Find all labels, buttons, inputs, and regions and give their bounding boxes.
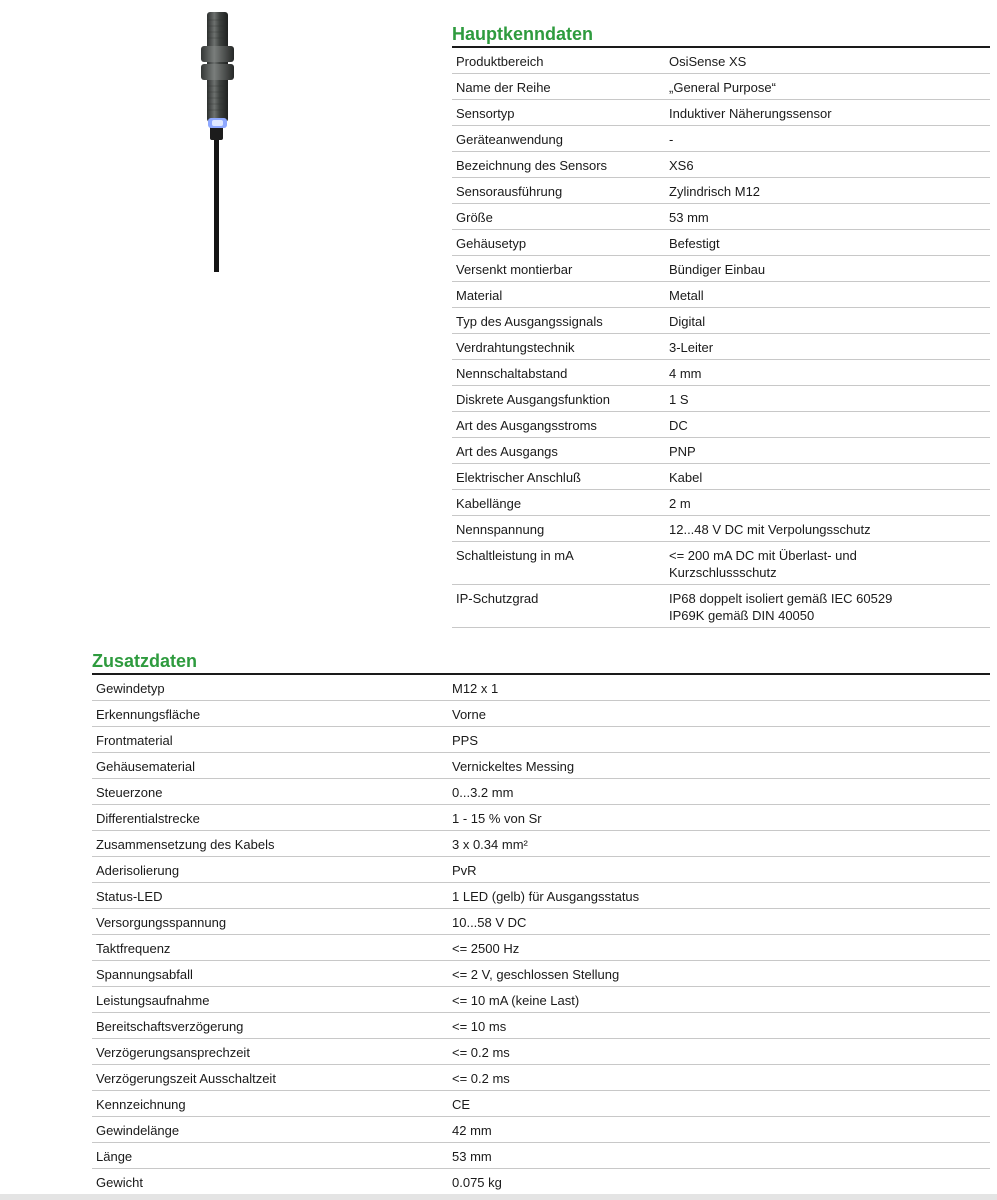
table-row (92, 1039, 990, 1065)
inductive-sensor-icon (190, 6, 260, 272)
table-row (452, 386, 990, 412)
spec-label: Gehäusetyp (456, 236, 527, 251)
spec-label: Länge (96, 1149, 133, 1164)
spec-value: Befestigt (669, 236, 720, 251)
spec-label: Verzögerungszeit Ausschaltzeit (96, 1071, 276, 1086)
spec-label: Produktbereich (456, 54, 544, 69)
product-image (190, 6, 260, 272)
spec-value: OsiSense XS (669, 54, 747, 69)
spec-label: Differentialstrecke (96, 811, 200, 826)
table-row (452, 256, 990, 282)
spec-label: Verzögerungsansprechzeit (96, 1045, 250, 1060)
spec-label: Leistungsaufnahme (96, 993, 210, 1008)
spec-label: Versenkt montierbar (456, 262, 573, 277)
spec-value: 1 LED (gelb) für Ausgangsstatus (452, 889, 640, 904)
bottom-border (0, 1194, 997, 1200)
spec-value: - (669, 132, 674, 147)
table-row (452, 542, 990, 585)
spec-label: Schaltleistung in mA (456, 548, 574, 563)
spec-value: 2 m (669, 496, 691, 511)
table-row (92, 909, 990, 935)
spec-value: 3-Leiter (669, 340, 714, 355)
spec-label: Status-LED (96, 889, 163, 904)
spec-label: Verdrahtungstechnik (456, 340, 575, 355)
spec-label: Kennzeichnung (96, 1097, 186, 1112)
spec-value: Digital (669, 314, 706, 329)
table-row (92, 935, 990, 961)
spec-value: <= 2500 Hz (452, 941, 520, 956)
table-row (92, 831, 990, 857)
main-specs-table (452, 46, 990, 628)
spec-label: Nennschaltabstand (456, 366, 568, 381)
section-title-hauptkenndaten: Hauptkenndaten (452, 24, 594, 44)
spec-label: Diskrete Ausgangsfunktion (456, 392, 610, 407)
table-row (92, 1143, 990, 1169)
spec-value: <= 0.2 ms (452, 1071, 510, 1086)
table-row (452, 438, 990, 464)
spec-value: 0.075 kg (452, 1175, 502, 1190)
spec-label: Sensorausführung (456, 184, 563, 199)
spec-label: Taktfrequenz (96, 941, 171, 956)
spec-value: PPS (452, 733, 479, 748)
table-row (92, 987, 990, 1013)
table-row (92, 701, 990, 727)
table-row (92, 1117, 990, 1143)
table-row (92, 857, 990, 883)
table-row (92, 727, 990, 753)
spec-value: „General Purpose“ (669, 80, 776, 95)
spec-label: Spannungsabfall (96, 967, 193, 982)
spec-value: <= 10 mA (keine Last) (452, 993, 580, 1008)
spec-label: Elektrischer Anschluß (456, 470, 581, 485)
table-row (452, 178, 990, 204)
spec-value: Metall (669, 288, 704, 303)
table-row (92, 961, 990, 987)
spec-label: Steuerzone (96, 785, 163, 800)
spec-value: Vernickeltes Messing (452, 759, 575, 774)
section-title-zusatzdaten: Zusatzdaten (92, 651, 198, 671)
table-row (92, 779, 990, 805)
table-row (452, 100, 990, 126)
spec-label: Name der Reihe (456, 80, 551, 95)
spec-value: 0...3.2 mm (452, 785, 514, 800)
spec-label: Sensortyp (456, 106, 515, 121)
spec-value: CE (452, 1097, 471, 1112)
spec-label: Frontmaterial (96, 733, 173, 748)
spec-value: PNP (669, 444, 696, 459)
spec-value: Zylindrisch M12 (669, 184, 761, 199)
table-row (452, 204, 990, 230)
spec-label: Bereitschaftsverzögerung (96, 1019, 244, 1034)
table-row (92, 1091, 990, 1117)
spec-value: 10...58 V DC (452, 915, 527, 930)
table-row (92, 753, 990, 779)
table-row (92, 1013, 990, 1039)
spec-label: Kabellänge (456, 496, 522, 511)
table-row (452, 360, 990, 386)
spec-label: Gewindelänge (96, 1123, 180, 1138)
spec-label: Art des Ausgangsstroms (456, 418, 597, 433)
spec-value: 53 mm (669, 210, 709, 225)
spec-value: M12 x 1 (452, 681, 499, 696)
table-row (452, 464, 990, 490)
spec-value: XS6 (669, 158, 694, 173)
spec-value: <= 2 V, geschlossen Stellung (452, 967, 620, 982)
spec-value: 1 S (669, 392, 689, 407)
spec-value: IP68 doppelt isoliert gemäß IEC 60529 IP69K gemäß DIN 40050 (669, 591, 893, 623)
table-row (92, 1169, 990, 1195)
spec-value: Bündiger Einbau (669, 262, 766, 277)
table-row (452, 516, 990, 542)
spec-value: Kabel (669, 470, 703, 485)
spec-label: Gewindetyp (96, 681, 165, 696)
table-row (92, 883, 990, 909)
spec-label: Aderisolierung (96, 863, 180, 878)
spec-value: PvR (452, 863, 477, 878)
spec-label: Größe (456, 210, 493, 225)
spec-label: Geräteanwendung (456, 132, 563, 147)
table-row (452, 126, 990, 152)
spec-label: Gewicht (96, 1175, 143, 1190)
spec-label: Art des Ausgangs (456, 444, 558, 459)
spec-value: <= 0.2 ms (452, 1045, 510, 1060)
table-row (452, 412, 990, 438)
spec-label: Versorgungsspannung (96, 915, 227, 930)
table-row (452, 152, 990, 178)
spec-value: 53 mm (452, 1149, 492, 1164)
spec-value: Vorne (452, 707, 486, 722)
spec-value: <= 10 ms (452, 1019, 507, 1034)
table-row (452, 334, 990, 360)
spec-value: DC (669, 418, 688, 433)
spec-label: IP-Schutzgrad (456, 591, 539, 606)
spec-label: Material (456, 288, 503, 303)
spec-value: 42 mm (452, 1123, 492, 1138)
spec-value: Induktiver Näherungssensor (669, 106, 832, 121)
table-row (452, 230, 990, 256)
spec-label: Typ des Ausgangssignals (456, 314, 603, 329)
table-row (452, 47, 990, 74)
spec-value: 12...48 V DC mit Verpolungsschutz (669, 522, 871, 537)
extra-specs-table (92, 673, 990, 1195)
table-row (452, 74, 990, 100)
spec-label: Bezeichnung des Sensors (456, 158, 608, 173)
table-row (452, 490, 990, 516)
spec-label: Erkennungsfläche (96, 707, 201, 722)
table-row (452, 282, 990, 308)
spec-label: Nennspannung (456, 522, 545, 537)
table-row (92, 805, 990, 831)
spec-value: 3 x 0.34 mm² (452, 837, 528, 852)
spec-label: Gehäusematerial (96, 759, 195, 774)
table-row (92, 674, 990, 701)
table-row (452, 585, 990, 628)
table-row (92, 1065, 990, 1091)
table-row (452, 308, 990, 334)
spec-value: 1 - 15 % von Sr (452, 811, 542, 826)
spec-label: Zusammensetzung des Kabels (96, 837, 275, 852)
spec-value: 4 mm (669, 366, 702, 381)
spec-value: <= 200 mA DC mit Überlast- und Kurzschlussschutz (669, 548, 857, 580)
